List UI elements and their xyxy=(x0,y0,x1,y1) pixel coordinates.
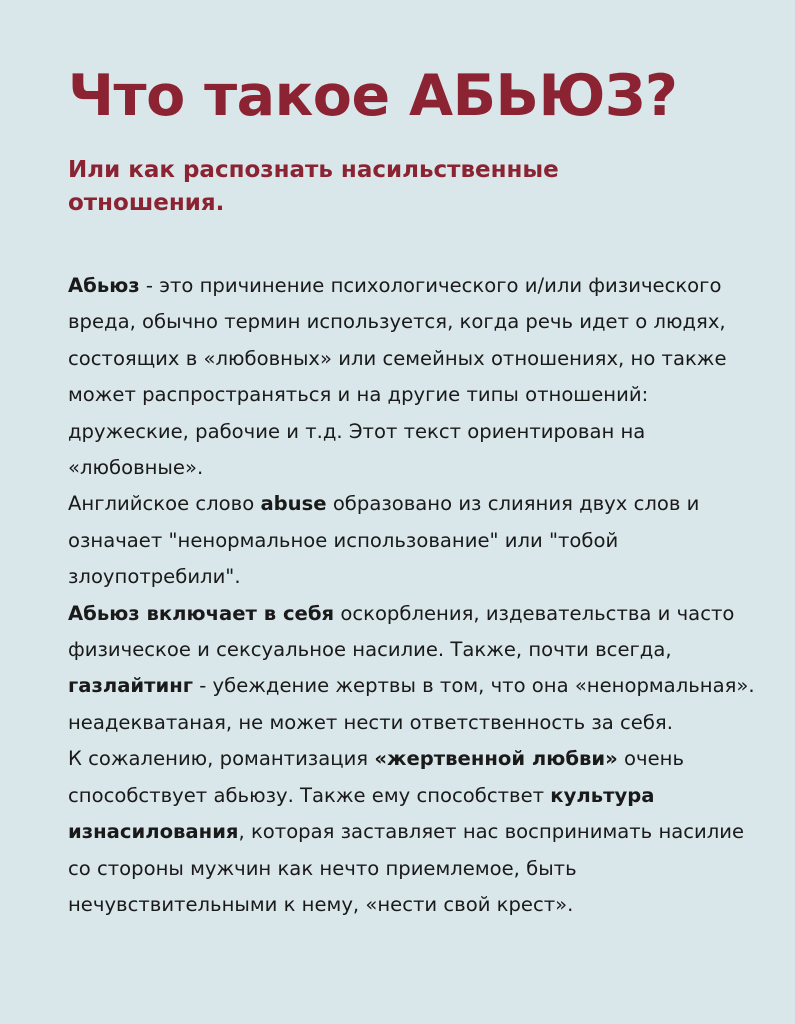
gaslighting-text: - убеждение жертвы в том, что она «ненормальная». неадекватаная, не может нести ответственность за себя. xyxy=(68,674,755,734)
definition-text: - это причинение психологического и/или физического вреда, обычно термин используется, когда речь идет о людях, состоящих в «любовных» или семейных отношениях, но также может распространяться и на другие типы отношений: дружеские, рабочие и т.д. Этот текст ориентирован на «любовные». xyxy=(68,274,727,480)
term-abuse: Абьюз xyxy=(68,274,140,297)
romanticization-text-2: очень способствует абьюзу. Также ему способствет xyxy=(68,747,685,807)
paragraph-romanticization xyxy=(68,741,768,923)
paragraph-etymology xyxy=(68,486,768,595)
etymology-text-after: образовано из слияния двух слов и означает "ненормальное использование" или "тобой злоупотребили". xyxy=(68,492,700,589)
document-page xyxy=(68,60,768,923)
term-abuse-includes: Абьюз включает в себя xyxy=(68,601,335,625)
includes-text: оскорбления, издевательства и часто физическое и сексуальное насилие. Также, почти всегда, xyxy=(68,601,735,662)
etymology-text-before: Английское слово xyxy=(68,492,261,516)
term-sacrificial-love: «жертвенной любви» xyxy=(374,747,618,771)
romanticization-text-3: , которая заставляет нас воспринимать насилие со стороны мужчин как нечто приемлемое, быть нечувствительными к нему, «нести свой крест». xyxy=(68,820,745,916)
romanticization-text-1: К сожалению, романтизация xyxy=(68,747,375,771)
term-rape-culture: культура изнасилования xyxy=(68,783,655,844)
paragraph-includes xyxy=(68,596,768,742)
page-title: Что такое АБЬЮЗ? xyxy=(68,63,678,129)
page-subtitle: Или как распознать насильственные отношения. xyxy=(68,157,559,216)
document-body xyxy=(68,268,768,923)
paragraph-definition xyxy=(68,268,768,486)
term-english-abuse: abuse xyxy=(260,492,327,516)
term-gaslighting: газлайтинг xyxy=(68,674,194,698)
